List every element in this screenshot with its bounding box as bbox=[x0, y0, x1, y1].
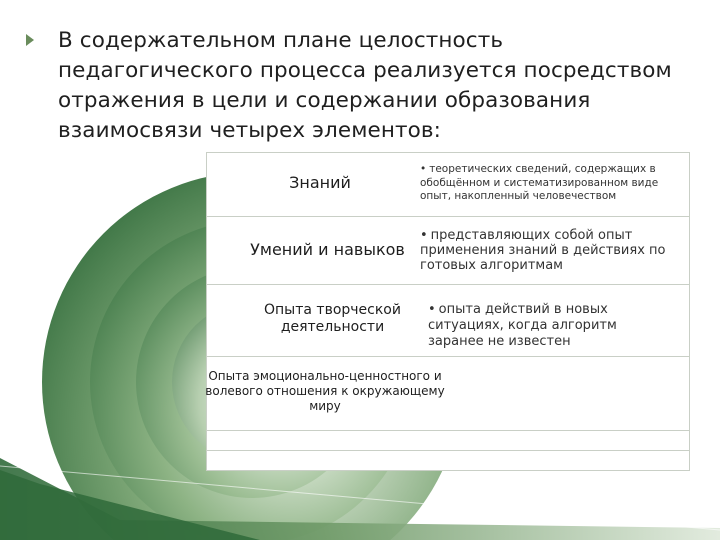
desc-knowledge: • теоретических сведений, содержащих в обобщённом и систематизированном виде опыт, накопленный человечеством bbox=[420, 163, 659, 202]
bullet-dot-icon: • bbox=[420, 228, 428, 243]
label-skills: Умений и навыков bbox=[250, 240, 405, 259]
cell-blank-2 bbox=[206, 451, 690, 471]
desc-skills: • представляющих собой опыт применения знаний в действиях по готовых алгоритмам bbox=[420, 228, 666, 273]
label-creative: Опыта творческой деятельности bbox=[264, 302, 401, 335]
bullet-dot-icon: • bbox=[428, 302, 436, 317]
bullet-dot-icon: • bbox=[420, 163, 427, 175]
label-emotional: Опыта эмоционально-ценностного и волевого отношения к окружающему миру bbox=[205, 369, 445, 413]
slide-title: В содержательном плане целостность педагогического процесса реализуется посредством отражения в цели и содержании образования взаимосвязи четырех элементов: bbox=[58, 28, 672, 143]
cell-blank-1 bbox=[206, 431, 690, 451]
desc-creative: • опыта действий в новых ситуациях, когда алгоритм заранее не известен bbox=[428, 302, 617, 349]
label-knowledge: Знаний bbox=[289, 173, 351, 192]
